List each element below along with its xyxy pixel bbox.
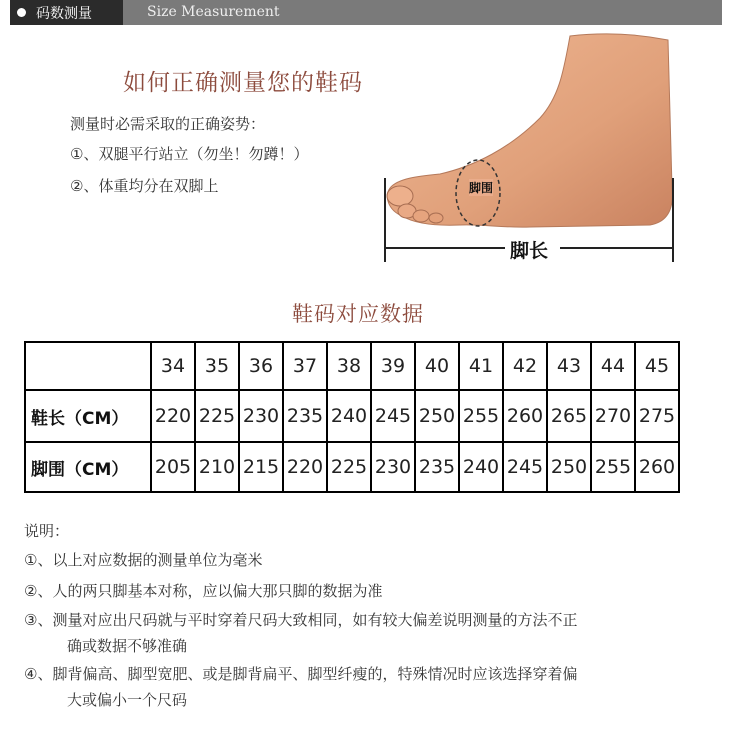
- size-cell: 41: [459, 342, 503, 390]
- size-cell: 40: [415, 342, 459, 390]
- size-cell: 34: [151, 342, 195, 390]
- note-2: ②、人的两只脚基本对称，应以偏大那只脚的数据为准: [24, 582, 383, 600]
- size-cell: 45: [635, 342, 679, 390]
- posture-item-1: ①、双腿平行站立（勿坐！勿蹲！）: [70, 145, 309, 163]
- bullet-icon: [17, 8, 26, 17]
- posture-intro: 测量时必需采取的正确姿势：: [70, 115, 266, 133]
- value-cell: 265: [547, 390, 591, 442]
- size-cell: 39: [371, 342, 415, 390]
- size-table: [24, 341, 680, 493]
- note-1: ①、以上对应数据的测量单位为毫米: [24, 551, 263, 569]
- foot-drawing: [380, 28, 680, 268]
- value-cell: 230: [239, 390, 283, 442]
- note-3-continued: 确或数据不够准确: [67, 637, 188, 655]
- row-label: 脚围（CM）: [25, 442, 151, 492]
- size-cell: 44: [591, 342, 635, 390]
- value-cell: 245: [503, 442, 547, 492]
- size-cell: 36: [239, 342, 283, 390]
- posture-item-2: ②、体重均分在双脚上: [70, 177, 219, 195]
- measure-title: 如何正确测量您的鞋码: [123, 70, 363, 96]
- value-cell: 275: [635, 390, 679, 442]
- value-cell: 245: [371, 390, 415, 442]
- value-cell: 210: [195, 442, 239, 492]
- value-cell: 240: [459, 442, 503, 492]
- value-cell: 270: [591, 390, 635, 442]
- toe-big: [387, 186, 413, 206]
- length-label: 脚长: [510, 240, 549, 262]
- row-label: 鞋长（CM）: [25, 390, 151, 442]
- header-title-en: Size Measurement: [147, 4, 280, 20]
- table-title: 鞋码对应数据: [292, 302, 424, 326]
- value-cell: 225: [195, 390, 239, 442]
- value-cell: 215: [239, 442, 283, 492]
- toe-4: [429, 213, 443, 223]
- note-4: ④、脚背偏高、脚型宽肥、或是脚背扁平、脚型纤瘦的，特殊情况时应该选择穿着偏: [24, 665, 578, 683]
- value-cell: 230: [371, 442, 415, 492]
- size-cell: 38: [327, 342, 371, 390]
- toe-3: [413, 210, 429, 222]
- corner-cell: [25, 342, 151, 390]
- foot-girth-row: [25, 442, 679, 492]
- size-cell: 42: [503, 342, 547, 390]
- value-cell: 240: [327, 390, 371, 442]
- value-cell: 255: [591, 442, 635, 492]
- value-cell: 220: [283, 442, 327, 492]
- value-cell: 260: [503, 390, 547, 442]
- value-cell: 255: [459, 390, 503, 442]
- note-4-continued: 大或偏小一个尺码: [67, 691, 188, 709]
- value-cell: 250: [415, 390, 459, 442]
- notes-heading: 说明：: [24, 522, 70, 540]
- foot-shape: [387, 34, 672, 227]
- value-cell: 225: [327, 442, 371, 492]
- note-3: ③、测量对应出尺码就与平时穿着尺码大致相同，如有较大偏差说明测量的方法不正: [24, 611, 578, 629]
- size-cell: 43: [547, 342, 591, 390]
- foot-illustration: [380, 28, 680, 268]
- value-cell: 260: [635, 442, 679, 492]
- value-cell: 220: [151, 390, 195, 442]
- value-cell: 205: [151, 442, 195, 492]
- size-cell: 35: [195, 342, 239, 390]
- size-row: [25, 342, 679, 390]
- girth-label: 脚围: [469, 181, 494, 195]
- header-title-cn: 码数测量: [36, 6, 92, 22]
- shoe-length-row: [25, 390, 679, 442]
- header-tab: [10, 0, 123, 25]
- size-cell: 37: [283, 342, 327, 390]
- value-cell: 235: [283, 390, 327, 442]
- value-cell: 235: [415, 442, 459, 492]
- section-header: [10, 0, 722, 25]
- value-cell: 250: [547, 442, 591, 492]
